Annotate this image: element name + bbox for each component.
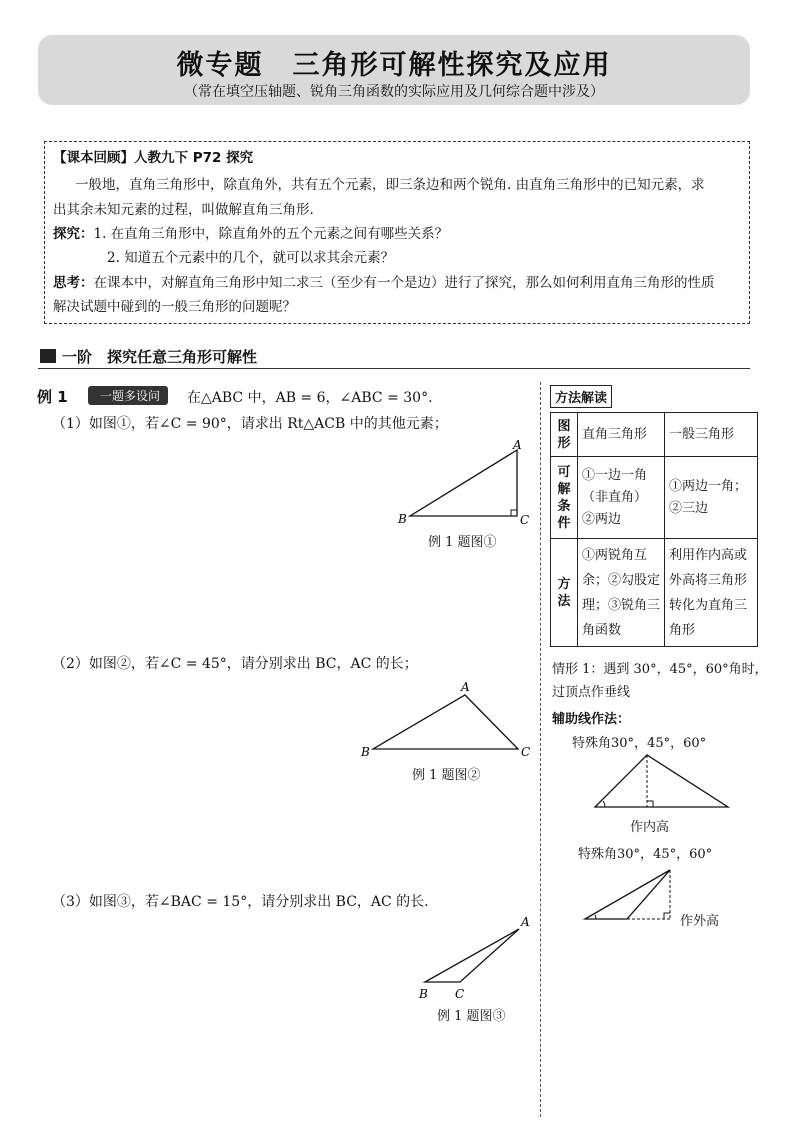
outer-height-diagram	[582, 862, 682, 928]
figure-3-caption: 例 1 题图③	[437, 1009, 506, 1024]
example-badge: 一题多设问	[88, 386, 168, 405]
figure-3-label-c: C	[455, 987, 465, 1001]
figure-3-triangle	[425, 929, 519, 982]
outer-height-label: 作外高	[680, 914, 720, 929]
conditions-general-1: ①两边一角；	[669, 478, 748, 494]
review-paragraph-line2: 出其余未知元素的过程，叫做解直角三角形.	[53, 202, 314, 218]
question-3: （3）如图③，若∠BAC = 15°，请分别求出 BC，AC 的长.	[52, 894, 429, 910]
inner-height-triangle	[595, 755, 728, 807]
conditions-general-2: ②三边	[669, 500, 709, 516]
section-heading	[38, 346, 750, 369]
explore-row	[53, 222, 741, 247]
conditions-right-cell	[578, 457, 665, 539]
figure-3-label-b: B	[419, 987, 428, 1001]
review-heading: 【课本回顾】人教九下 P72 探究	[53, 150, 254, 166]
method-table	[550, 412, 758, 647]
question-2: （2）如图②，若∠C = 45°，请分别求出 BC，AC 的长；	[52, 656, 418, 672]
figure-3	[415, 912, 540, 1002]
inner-height-label: 作内高	[630, 820, 670, 835]
method-row-conditions: 可解条件	[551, 457, 578, 539]
column-divider	[540, 382, 541, 1117]
section-title: 一阶 探究任意三角形可解性	[62, 348, 258, 366]
think-row	[53, 271, 741, 296]
figure-1-label-a: A	[513, 438, 522, 452]
conditions-right-3: ②两边	[582, 511, 622, 527]
figure-1-label-c: C	[520, 513, 530, 527]
bar-chart-icon	[40, 349, 56, 363]
auxiliary-line-label: 辅助线作法：	[552, 712, 631, 727]
figure-2-label-b: B	[361, 745, 370, 759]
figure-2	[358, 678, 538, 768]
figure-2-label-c: C	[521, 745, 531, 759]
review-paragraph-line1: 一般地，直角三角形中，除直角外，共有五个元素，即三条边和两个锐角. 由直角三角形中的已知元素，求	[75, 177, 705, 193]
inner-height-diagram	[592, 750, 732, 812]
method-title: 方法解读	[550, 385, 612, 408]
case-1-line-1: 情形 1：遇到 30°，45°，60°角时，	[552, 662, 768, 677]
figure-2-label-a: A	[461, 680, 470, 694]
method-general-text: 利用作内高或外高将三角形转化为直角三角形	[665, 539, 758, 647]
case-1-line-2: 过顶点作垂线	[552, 685, 631, 700]
inner-height-angle-arc	[603, 801, 605, 807]
method-row-methods: 方法	[551, 539, 578, 647]
special-angles-2: 特殊角30°，45°，60°	[578, 847, 713, 862]
method-header-right-triangle: 直角三角形	[578, 413, 665, 457]
method-header-general-triangle: 一般三角形	[665, 413, 758, 457]
conditions-right-2: （非直角）	[582, 489, 648, 505]
title-banner	[38, 35, 750, 105]
method-right-text: ①两锐角互余；②勾股定理；③锐角三角函数	[578, 539, 665, 647]
special-angles-1: 特殊角30°，45°，60°	[572, 736, 707, 751]
question-1: （1）如图①，若∠C = 90°，请求出 Rt△ACB 中的其他元素；	[52, 416, 448, 432]
page-title: 微专题 三角形可解性探究及应用	[176, 50, 612, 81]
explore-question-2: 2. 知道五个元素中的几个，就可以求其余元素？	[107, 250, 395, 266]
inner-height-right-angle	[647, 801, 653, 807]
figure-3-label-a: A	[521, 915, 530, 929]
page-subtitle: （常在填空压轴题、锐角三角函数的实际应用及几何综合题中涉及）	[184, 84, 604, 100]
figure-1-label-b: B	[398, 512, 407, 526]
conditions-right-1: ①一边一角	[582, 467, 648, 483]
think-line-1: 在课本中，对解直角三角形中知二求三（至少有一个是边）进行了探究，那么如何利用直角三角形的性质	[93, 275, 715, 291]
explore-label: 探究：	[53, 226, 94, 242]
think-line-2: 解决试题中碰到的一般三角形的问题呢？	[53, 299, 296, 315]
explore-question-1: 1. 在直角三角形中，除直角外的五个元素之间有哪些关系？	[93, 226, 449, 242]
conditions-general-cell	[665, 457, 758, 539]
outer-height-triangle	[585, 870, 670, 919]
textbook-review-box	[44, 141, 750, 324]
method-header-shape: 图形	[551, 413, 578, 457]
figure-1-caption: 例 1 题图①	[428, 535, 497, 550]
figure-2-triangle	[373, 695, 518, 749]
figure-1-right-angle-mark	[511, 510, 517, 516]
think-label: 思考：	[53, 275, 94, 291]
outer-height-right-angle	[664, 913, 670, 919]
example-label: 例 1	[37, 388, 68, 406]
figure-1-triangle	[410, 450, 517, 516]
example-stem: 在△ABC 中，AB = 6，∠ABC = 30°.	[187, 390, 433, 406]
figure-2-caption: 例 1 题图②	[412, 768, 481, 783]
